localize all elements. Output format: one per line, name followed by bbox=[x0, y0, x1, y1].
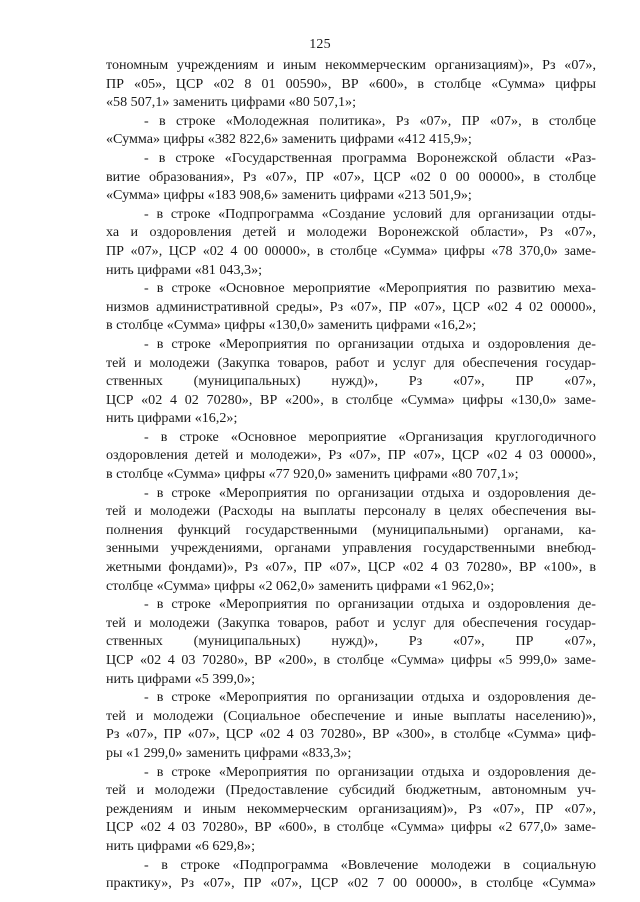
text-line: - в строке «Мероприятия по организации отдыха и оздоровления де- bbox=[144, 596, 596, 613]
text-line: полнения функций государственными (муниципальными) органами, ка- bbox=[106, 521, 596, 538]
text-line: «58 507,1» заменить цифрами «80 507,1»; bbox=[106, 94, 356, 111]
text-line: - в строке «Подпрограмма «Вовлечение молодежи в социальную bbox=[144, 856, 596, 873]
text-line: реждениям и иным некоммерческим организациям)», Рз «07», ПР «07», bbox=[106, 800, 596, 817]
text-line: оздоровления детей и молодежи», Рз «07», ПР «07», ЦСР «02 4 03 00000», bbox=[106, 447, 596, 464]
text-line: ЦСР «02 4 03 70280», ВР «600», в столбце «Сумма» цифры «2 677,0» заме- bbox=[106, 819, 596, 836]
text-line: - в строке «Молодежная политика», Рз «07», ПР «07», в столбце bbox=[144, 112, 596, 129]
text-line: «Сумма» цифры «382 822,6» заменить цифрами «412 415,9»; bbox=[106, 131, 472, 148]
text-line: - в строке «Мероприятия по организации отдыха и оздоровления де- bbox=[144, 335, 596, 352]
text-line: ственных (муниципальных) нужд)», Рз «07», ПР «07», bbox=[106, 633, 596, 650]
text-line: «Сумма» цифры «183 908,6» заменить цифрами «213 501,9»; bbox=[106, 187, 472, 204]
text-line: нить цифрами «81 043,3»; bbox=[106, 261, 263, 278]
text-line: столбце «Сумма» цифры «2 062,0» заменить цифрами «1 962,0»; bbox=[106, 577, 495, 594]
text-line: - в строке «Государственная программа Воронежской области «Раз- bbox=[144, 149, 596, 166]
text-line: - в строке «Мероприятия по организации отдыха и оздоровления де- bbox=[144, 689, 596, 706]
text-line: тей и молодежи (Закупка товаров, работ и услуг для обеспечения государ- bbox=[106, 354, 596, 371]
text-line: Рз «07», ПР «07», ЦСР «02 4 03 70280», ВР «300», в столбце «Сумма» циф- bbox=[106, 726, 596, 743]
text-line: нить цифрами «5 399,0»; bbox=[106, 670, 255, 687]
text-line: зенными учреждениями, органами управления государственными внебюд- bbox=[106, 540, 596, 557]
text-line: - в строке «Основное мероприятие «Организация круглогодичного bbox=[144, 428, 596, 445]
text-line: нить цифрами «16,2»; bbox=[106, 410, 238, 427]
text-line: жетными фондами)», Рз «07», ПР «07», ЦСР «02 4 03 70280», ВР «100», в bbox=[106, 559, 596, 576]
text-line: тей и молодежи (Расходы на выплаты персоналу в целях обеспечения вы- bbox=[106, 503, 596, 520]
text-line: ПР «07», ЦСР «02 4 00 00000», в столбце «Сумма» цифры «78 370,0» заме- bbox=[106, 242, 596, 259]
text-line: тономным учреждениям и иным некоммерческим организациям)», Рз «07», bbox=[106, 57, 596, 73]
text-line: - в строке «Подпрограмма «Создание условий для организации отды- bbox=[144, 205, 596, 222]
text-line: ры «1 299,0» заменить цифрами «833,3»; bbox=[106, 744, 352, 761]
text-line: нить цифрами «6 629,8»; bbox=[106, 837, 255, 854]
text-line: ственных (муниципальных) нужд)», Рз «07», ПР «07», bbox=[106, 373, 596, 390]
text-line: - в строке «Мероприятия по организации отдыха и оздоровления де- bbox=[144, 484, 596, 501]
page-number: 125 bbox=[309, 37, 331, 52]
text-line: витие образования», Рз «07», ПР «07», ЦСР «02 0 00 00000», в столбце bbox=[106, 168, 596, 185]
text-line: ПР «05», ЦСР «02 8 01 00590», ВР «600», в столбце «Сумма» цифры bbox=[106, 75, 596, 92]
text-line: тей и молодежи (Закупка товаров, работ и услуг для обеспечения государ- bbox=[106, 614, 596, 631]
document-body bbox=[106, 56, 596, 893]
text-line: практику», Рз «07», ПР «07», ЦСР «02 7 00 00000», в столбце «Сумма» bbox=[106, 875, 596, 892]
text-line: ЦСР «02 4 03 70280», ВР «200», в столбце «Сумма» цифры «5 999,0» заме- bbox=[106, 652, 596, 668]
text-line: - в строке «Мероприятия по организации отдыха и оздоровления де- bbox=[144, 763, 596, 780]
text-line: тей и молодежи (Социальное обеспечение и иные выплаты населению)», bbox=[106, 707, 596, 724]
text-line: тей и молодежи (Предоставление субсидий бюджетным, автономным уч- bbox=[106, 782, 596, 799]
text-line: - в строке «Основное мероприятие «Мероприятия по развитию меха- bbox=[144, 280, 596, 297]
text-line: в столбце «Сумма» цифры «77 920,0» заменить цифрами «80 707,1»; bbox=[106, 466, 519, 483]
text-line: ЦСР «02 4 02 70280», ВР «200», в столбце «Сумма» цифры «130,0» заме- bbox=[106, 391, 596, 408]
text-line: низмов административной среды», Рз «07», ПР «07», ЦСР «02 4 02 00000», bbox=[106, 298, 596, 315]
text-line: ха и оздоровления детей и молодежи Воронежской области», Рз «07», bbox=[106, 224, 596, 241]
text-line: в столбце «Сумма» цифры «130,0» заменить цифрами «16,2»; bbox=[106, 317, 477, 334]
